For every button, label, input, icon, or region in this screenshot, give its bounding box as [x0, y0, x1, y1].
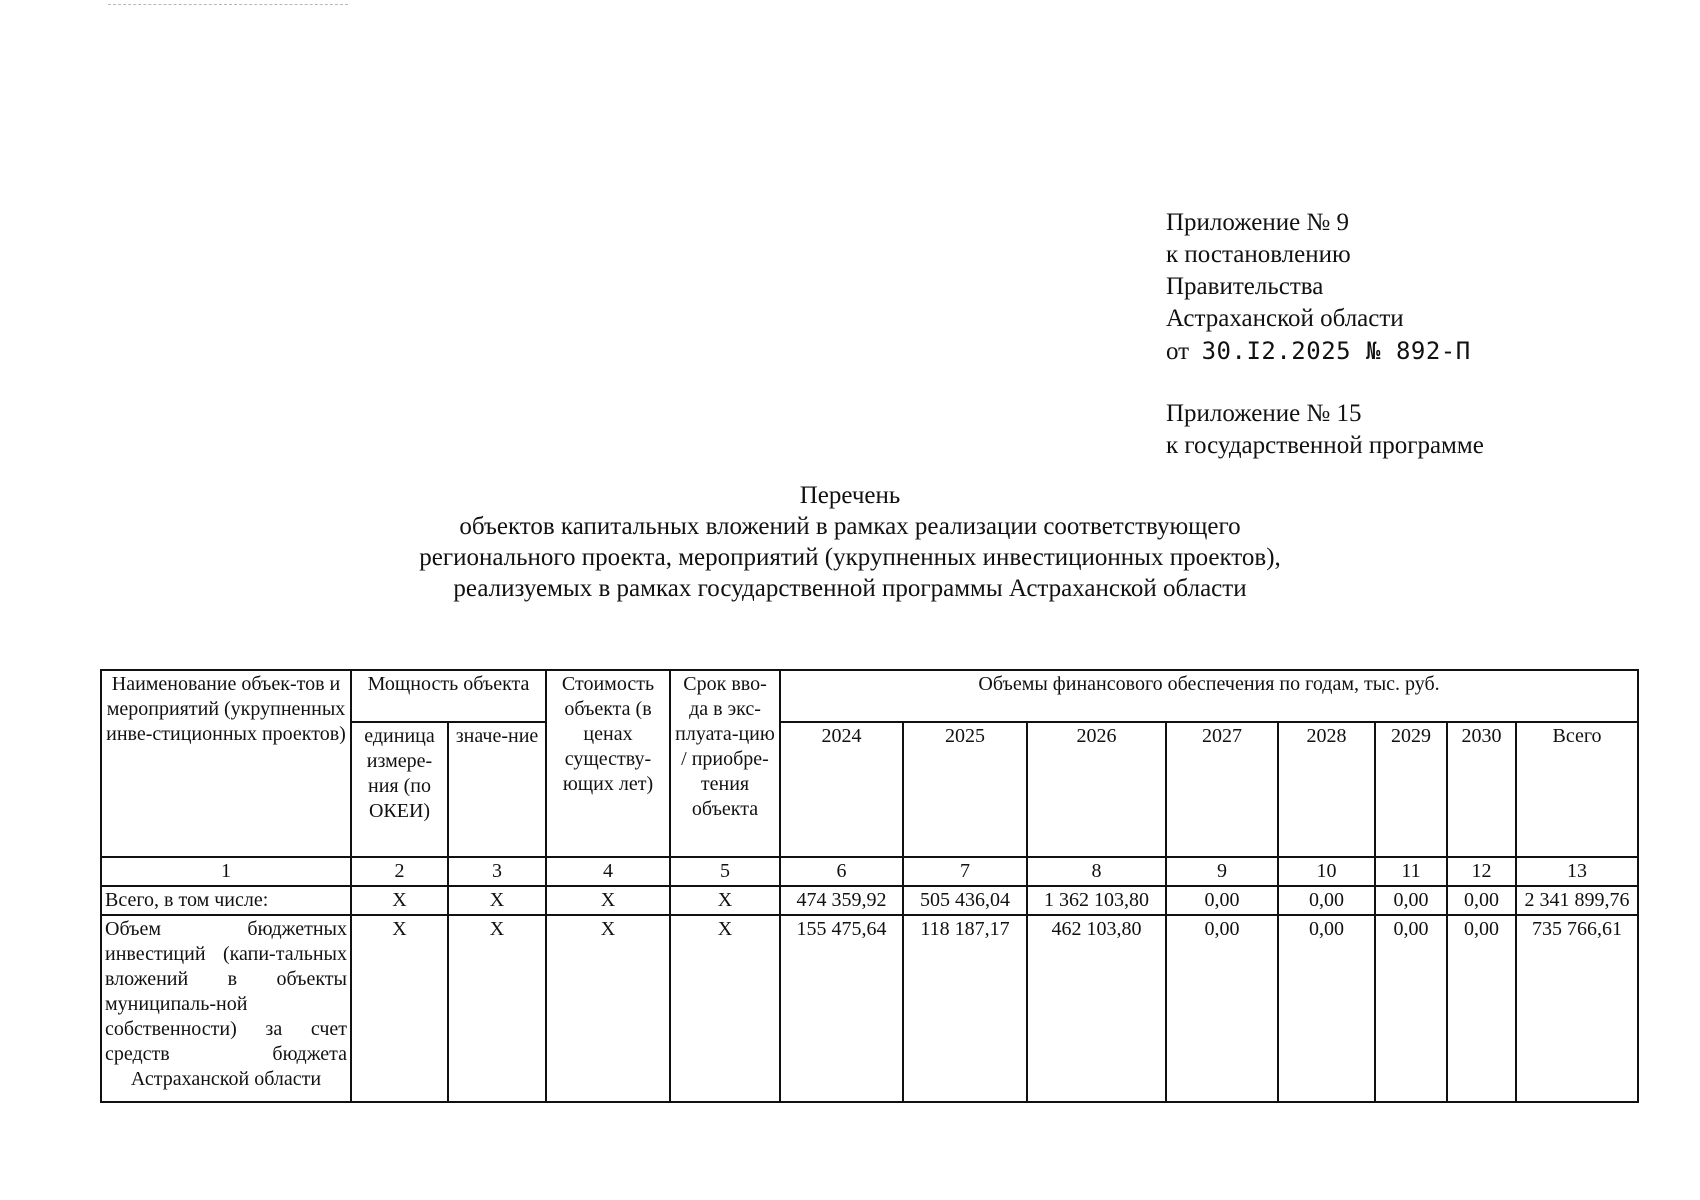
- appendix-number: Приложение № 9: [1166, 209, 1350, 236]
- header-term: Срок вво-да в экс-плуата-цию / приобре-тения объекта: [670, 670, 780, 857]
- header-financing: Объемы финансового обеспечения по годам, тыс. руб.: [780, 670, 1638, 722]
- scan-artifact: [108, 4, 348, 7]
- header-unit: единица измере-ния (по ОКЕИ): [351, 722, 448, 857]
- amount-2029: 0,00: [1375, 915, 1447, 1102]
- row-term: Х: [670, 915, 780, 1102]
- table-row-total: [101, 886, 1638, 915]
- row-value: Х: [448, 915, 546, 1102]
- amount-2029: 0,00: [1375, 886, 1447, 915]
- header-name: Наименование объек-тов и мероприятий (укрупненных инве-стиционных проектов): [101, 670, 351, 857]
- capital-investment-table: [100, 669, 1639, 1103]
- amount-2026: 1 362 103,80: [1027, 886, 1166, 915]
- title-line-4: реализуемых в рамках государственной программы Астраханской области: [453, 575, 1247, 602]
- amount-2027: 0,00: [1166, 886, 1278, 915]
- header-year-2026: 2026: [1027, 722, 1166, 857]
- column-number: 12: [1447, 857, 1516, 886]
- header-cost: Стоимость объекта (в ценах существу-ющих лет): [546, 670, 670, 857]
- program-appendix-number: Приложение № 15: [1166, 400, 1362, 427]
- appendix-resolution-line: к постановлению: [1166, 241, 1351, 268]
- amount-2025: 118 187,17: [903, 915, 1027, 1102]
- row-term: Х: [670, 886, 780, 915]
- appendix-government-line: Правительства: [1166, 273, 1324, 300]
- column-number-row: [101, 857, 1638, 886]
- resolution-date-number: 30.I2.2025 № 892-П: [1201, 337, 1471, 365]
- header-year-2028: 2028: [1278, 722, 1375, 857]
- row-value: Х: [448, 886, 546, 915]
- column-number: 10: [1278, 857, 1375, 886]
- header-capacity: Мощность объекта: [351, 670, 546, 722]
- amount-2024: 155 475,64: [780, 915, 903, 1102]
- program-appendix-line: к государственной программе: [1166, 432, 1484, 459]
- header-value: значе-ние: [448, 722, 546, 857]
- column-number: 6: [780, 857, 903, 886]
- header-year-2025: 2025: [903, 722, 1027, 857]
- amount-total: 735 766,61: [1516, 915, 1638, 1102]
- amount-2030: 0,00: [1447, 886, 1516, 915]
- row-unit: Х: [351, 915, 448, 1102]
- column-number: 11: [1375, 857, 1447, 886]
- column-number: 3: [448, 857, 546, 886]
- title-line-2: объектов капитальных вложений в рамках реализации соответствующего: [459, 513, 1241, 540]
- amount-total: 2 341 899,76: [1516, 886, 1638, 915]
- header-total: Всего: [1516, 722, 1638, 857]
- row-unit: Х: [351, 886, 448, 915]
- appendix-date-line: [1166, 335, 1484, 368]
- row-name: Объем бюджетных инвестиций (капи-тальных вложений в объекты муниципаль-ной собственности) за счет средств бюджета Астраханской области: [101, 915, 351, 1102]
- header-year-2029: 2029: [1375, 722, 1447, 857]
- amount-2024: 474 359,92: [780, 886, 903, 915]
- appendix-region-line: Астраханской области: [1166, 305, 1404, 332]
- amount-2028: 0,00: [1278, 915, 1375, 1102]
- header-year-2030: 2030: [1447, 722, 1516, 857]
- row-cost: Х: [546, 886, 670, 915]
- title-line-1: Перечень: [799, 482, 901, 509]
- table-row-budget-investments: [101, 915, 1638, 1102]
- header-row-1: [101, 670, 1638, 722]
- column-number: 1: [101, 857, 351, 886]
- title-line-3: регионального проекта, мероприятий (укрупненных инвестиционных проектов),: [419, 544, 1281, 571]
- amount-2026: 462 103,80: [1027, 915, 1166, 1102]
- column-number: 9: [1166, 857, 1278, 886]
- document-title: [300, 480, 1400, 604]
- header-year-2027: 2027: [1166, 722, 1278, 857]
- column-number: 8: [1027, 857, 1166, 886]
- date-prefix: от: [1166, 338, 1190, 365]
- amount-2030: 0,00: [1447, 915, 1516, 1102]
- column-number: 5: [670, 857, 780, 886]
- column-number: 2: [351, 857, 448, 886]
- header-year-2024: 2024: [780, 722, 903, 857]
- column-number: 4: [546, 857, 670, 886]
- appendix-header: [1166, 207, 1484, 462]
- column-number: 13: [1516, 857, 1638, 886]
- amount-2028: 0,00: [1278, 886, 1375, 915]
- amount-2027: 0,00: [1166, 915, 1278, 1102]
- column-number: 7: [903, 857, 1027, 886]
- amount-2025: 505 436,04: [903, 886, 1027, 915]
- row-name: Всего, в том числе:: [101, 886, 351, 915]
- row-cost: Х: [546, 915, 670, 1102]
